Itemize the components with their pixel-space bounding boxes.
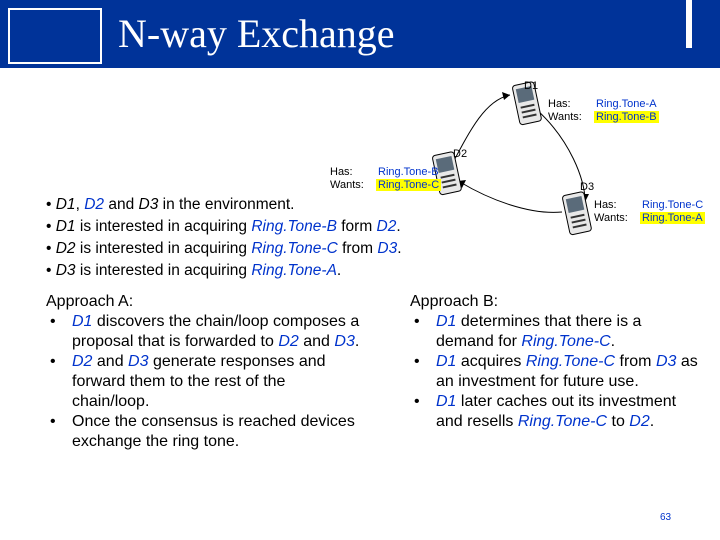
arc-d2-to-d1 bbox=[448, 95, 510, 172]
slide-title: N-way Exchange bbox=[118, 11, 395, 56]
text-run: D2 bbox=[72, 353, 93, 370]
text-run: D1 bbox=[436, 353, 457, 370]
text-run: D3 bbox=[138, 196, 159, 213]
bullet-mark: • bbox=[50, 413, 56, 430]
node-label-d3: D3 bbox=[580, 181, 595, 193]
approach-item bbox=[46, 412, 366, 452]
text-run: acquires bbox=[456, 353, 526, 370]
text-run: Ring.Tone-B bbox=[251, 218, 337, 235]
text-run: D1 bbox=[55, 218, 76, 235]
bullet-mark: • bbox=[50, 353, 56, 370]
text-run: later caches out its investment and resells bbox=[436, 393, 677, 430]
wants-label-d1: Wants: bbox=[548, 111, 582, 123]
device-d3-icon bbox=[562, 191, 592, 235]
text-run: . bbox=[396, 218, 401, 235]
text-run: and bbox=[104, 196, 139, 213]
text-run: . bbox=[649, 413, 655, 430]
text-run: Ring.Tone-C bbox=[525, 353, 616, 370]
bullet-mark: • bbox=[414, 393, 420, 410]
text-run: generate responses and forward them to the rest of the chain/loop. bbox=[72, 353, 326, 410]
text-run: D1 bbox=[55, 196, 76, 213]
has-value-d3: Ring.Tone-C bbox=[642, 199, 704, 211]
wants-value-d1: Ring.Tone-B bbox=[596, 111, 657, 123]
environment-bullet bbox=[46, 216, 402, 238]
info-d1 bbox=[548, 98, 659, 124]
bullet-mark: • bbox=[46, 262, 56, 279]
text-run: D3 bbox=[334, 333, 355, 350]
has-label-d3: Has: bbox=[594, 199, 617, 211]
text-run: D3 bbox=[55, 262, 76, 279]
text-run: and bbox=[92, 353, 129, 370]
text-run: D2 bbox=[376, 218, 397, 235]
text-run: D2 bbox=[55, 240, 76, 257]
node-label-d1: D1 bbox=[524, 80, 539, 92]
environment-bullets bbox=[46, 194, 402, 282]
text-run: Ring.Tone-A bbox=[251, 262, 337, 279]
text-run: as an investment for future use. bbox=[436, 353, 698, 390]
text-run: D3 bbox=[377, 240, 398, 257]
text-run: from bbox=[615, 353, 656, 370]
approach-b bbox=[410, 292, 700, 432]
has-value-d2: Ring.Tone-B bbox=[378, 166, 439, 178]
text-run: is interested in acquiring bbox=[75, 240, 252, 257]
wants-label-d2: Wants: bbox=[330, 179, 364, 191]
info-d3 bbox=[594, 199, 705, 225]
text-run: Ring.Tone-C bbox=[251, 240, 338, 257]
wants-value-d3: Ring.Tone-A bbox=[642, 212, 703, 224]
approach-item bbox=[410, 312, 700, 352]
environment-bullet bbox=[46, 238, 402, 260]
arc-d3-to-d2 bbox=[460, 182, 562, 212]
text-run: D3 bbox=[128, 353, 149, 370]
text-run: D2 bbox=[84, 196, 105, 213]
text-run: is interested in acquiring bbox=[75, 262, 252, 279]
text-run: Ring.Tone-C bbox=[521, 333, 611, 350]
text-run: D2 bbox=[629, 413, 650, 430]
text-run: . bbox=[397, 240, 402, 257]
has-label-d1: Has: bbox=[548, 98, 571, 110]
environment-bullet bbox=[46, 194, 402, 216]
text-run: D1 bbox=[72, 313, 93, 330]
text-run: form bbox=[336, 218, 377, 235]
title-accent-bar bbox=[686, 0, 692, 48]
text-run: in the environment. bbox=[158, 196, 295, 213]
bullet-mark: • bbox=[46, 240, 56, 257]
environment-bullet bbox=[46, 260, 402, 282]
approach-item bbox=[46, 312, 366, 352]
arrowhead-d1 bbox=[502, 92, 510, 100]
info-d2 bbox=[330, 166, 441, 192]
node-label-d2: D2 bbox=[453, 148, 468, 160]
approach-item bbox=[410, 392, 700, 432]
bullet-mark: • bbox=[46, 196, 56, 213]
text-run: Ring.Tone-C bbox=[517, 413, 608, 430]
text-run: . bbox=[336, 262, 342, 279]
approach-item bbox=[410, 352, 700, 392]
text-run: and bbox=[298, 333, 335, 350]
text-run: D2 bbox=[278, 333, 299, 350]
approach-item bbox=[46, 352, 366, 412]
text-run: discovers the chain/loop composes a proposal that is forwarded to bbox=[72, 313, 360, 350]
bullet-mark: • bbox=[50, 313, 56, 330]
approach-a-list bbox=[46, 312, 366, 452]
has-label-d2: Has: bbox=[330, 166, 353, 178]
bullet-mark: • bbox=[414, 313, 420, 330]
text-run: determines that there is a demand for bbox=[436, 313, 642, 350]
text-run: , bbox=[75, 196, 85, 213]
text-run: D1 bbox=[436, 313, 457, 330]
text-run: Once the consensus is reached devices exchange the ring tone. bbox=[72, 413, 355, 450]
text-run: is interested in acquiring bbox=[75, 218, 252, 235]
has-value-d1: Ring.Tone-A bbox=[596, 98, 657, 110]
bullet-mark: • bbox=[414, 353, 420, 370]
approach-b-title: Approach B: bbox=[410, 293, 499, 310]
title-bar bbox=[0, 0, 720, 68]
text-run: D1 bbox=[436, 393, 457, 410]
logo-frame bbox=[8, 8, 102, 64]
text-run: D3 bbox=[655, 353, 677, 370]
text-run: . bbox=[354, 333, 360, 350]
bullet-mark: • bbox=[46, 218, 56, 235]
text-run: from bbox=[337, 240, 378, 257]
approach-a bbox=[46, 292, 366, 452]
approach-a-title: Approach A: bbox=[46, 293, 134, 310]
text-run: . bbox=[610, 333, 616, 350]
text-run: to bbox=[607, 413, 630, 430]
page-number: 63 bbox=[660, 512, 672, 523]
wants-label-d3: Wants: bbox=[594, 212, 628, 224]
approach-b-list bbox=[410, 312, 700, 432]
wants-value-d2: Ring.Tone-C bbox=[378, 179, 440, 191]
